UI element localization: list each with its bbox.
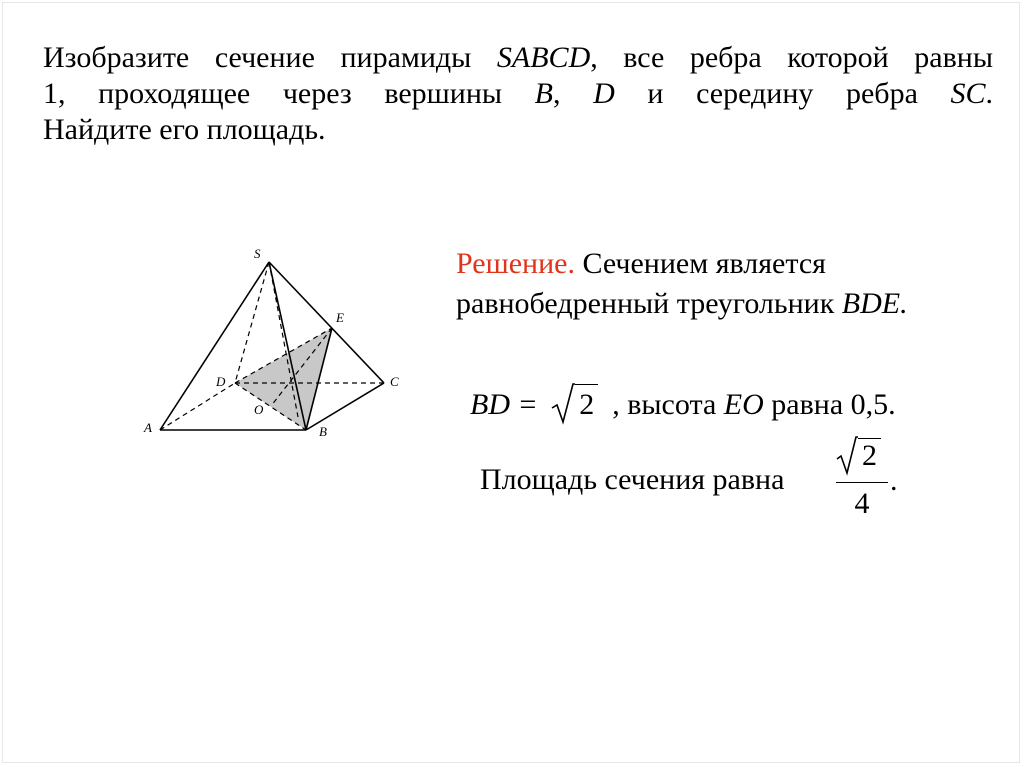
radical-sign-icon bbox=[836, 434, 858, 476]
pyramid-figure bbox=[138, 242, 418, 442]
label-s: S bbox=[254, 246, 261, 261]
edge-sa bbox=[160, 262, 269, 430]
problem-line-3: Найдите его площадь. bbox=[43, 113, 326, 146]
pyramid-name: SABCD bbox=[496, 41, 591, 74]
problem-line-2: 1, проходящее через вершины B, D и середину ребра SC. bbox=[43, 77, 994, 110]
fraction-bar bbox=[836, 482, 888, 483]
label-b: B bbox=[319, 424, 327, 439]
fraction-numerator bbox=[836, 436, 888, 476]
fraction-denominator: 4 bbox=[854, 487, 870, 520]
bd-rest-suffix: равна 0,5. bbox=[771, 388, 896, 421]
bd-lhs: BD = bbox=[470, 388, 538, 421]
edge-ad bbox=[160, 383, 235, 430]
vertex-b: B bbox=[534, 77, 553, 110]
edge-sd bbox=[235, 262, 269, 383]
solution-text-2: равнобедренный треугольник bbox=[456, 287, 835, 320]
label-o: O bbox=[254, 402, 264, 417]
solution-text-1: Сечением является bbox=[582, 247, 826, 280]
edge-sc: SC bbox=[950, 77, 986, 110]
bd-radicand: 2 bbox=[575, 384, 598, 425]
area-period: . bbox=[890, 464, 898, 497]
problem-statement bbox=[43, 40, 993, 148]
solution-line-1 bbox=[456, 244, 908, 284]
segment-eo: EO bbox=[723, 388, 764, 421]
solution-line-2 bbox=[456, 284, 908, 324]
label-d: D bbox=[216, 374, 226, 389]
label-e: E bbox=[336, 310, 344, 325]
bd-statement bbox=[470, 384, 896, 425]
bd-rest-prefix: , высота bbox=[612, 388, 717, 421]
area-statement: Площадь сечения равна bbox=[480, 463, 785, 496]
solution-block bbox=[456, 244, 908, 324]
triangle-name: BDE. bbox=[841, 287, 908, 320]
radical-sign-icon bbox=[551, 380, 575, 426]
label-a: A bbox=[144, 420, 152, 435]
vertex-d: D bbox=[593, 77, 615, 110]
area-fraction bbox=[836, 436, 888, 521]
solution-heading: Решение. bbox=[456, 247, 575, 280]
sqrt-two bbox=[551, 384, 598, 425]
numerator-radicand: 2 bbox=[858, 438, 881, 473]
label-c: C bbox=[390, 374, 399, 389]
problem-line-1: Изобразите сечение пирамиды SABCD, все ребра которой равны bbox=[43, 41, 993, 74]
edge-bc bbox=[306, 383, 384, 430]
